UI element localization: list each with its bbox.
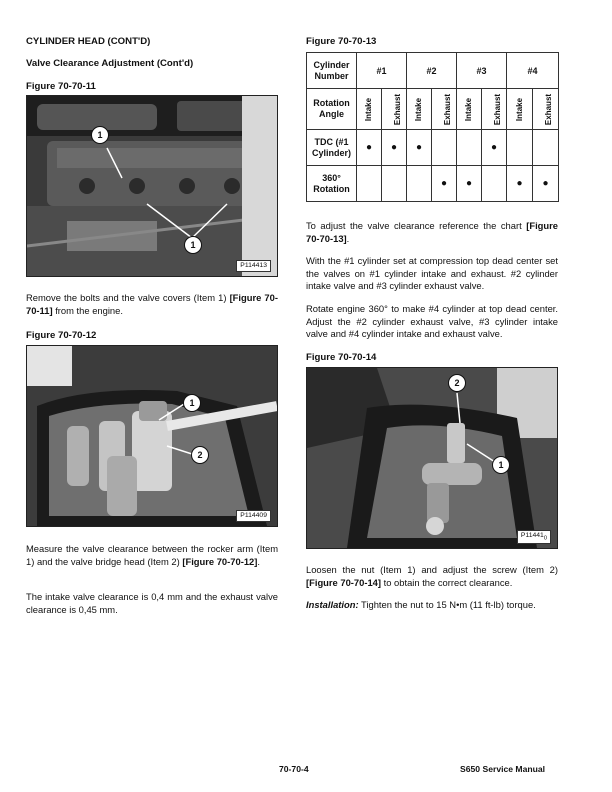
figure-title-12: Figure 70-70-12 (26, 330, 97, 341)
figure-70-70-12-photo (26, 345, 278, 527)
valve-label: Intake (464, 97, 474, 122)
photo-code: P114413 (236, 260, 271, 272)
rocker-photo (307, 368, 557, 548)
figure-title-14: Figure 70-70-14 (306, 352, 377, 363)
paragraph-loosen (306, 564, 558, 589)
section-heading: CYLINDER HEAD (CONT'D) (26, 36, 151, 47)
valve-label: Exhaust (393, 93, 403, 126)
cylinder-3: #3 (457, 53, 507, 89)
cylinder-row (307, 53, 559, 89)
valve-label: Intake (515, 97, 525, 122)
cylinder-4: #4 (507, 53, 559, 89)
mark-cell: ● (533, 166, 559, 202)
mark-cell: ● (457, 166, 482, 202)
mark-cell (382, 166, 407, 202)
rotation-angle-header: Rotation Angle (307, 89, 357, 130)
tdc-label: TDC (#1 Cylinder) (307, 130, 357, 166)
text: Remove the bolts and the valve covers (Item 1) (26, 292, 230, 303)
callout-1b: 1 (184, 236, 202, 254)
cylinder-2: #2 (407, 53, 457, 89)
rotation-row (307, 166, 559, 202)
valve-row (307, 89, 559, 130)
figure-ref: [Figure 70-70-13] (306, 220, 558, 244)
cylinder-1: #1 (357, 53, 407, 89)
code-main: P11441 (520, 531, 544, 539)
figure-70-70-11-photo (26, 95, 278, 277)
callout-2: 2 (191, 446, 209, 464)
mark-cell: ● (482, 130, 507, 166)
valve-clearance-table (306, 52, 559, 202)
mark-cell: ● (357, 130, 382, 166)
rotation-label: 360° Rotation (307, 166, 357, 202)
engine-photo (27, 96, 277, 276)
figure-70-70-14-photo (306, 367, 558, 549)
callout-1a: 1 (91, 126, 109, 144)
valve-cell (432, 89, 457, 130)
mark-cell: ● (507, 166, 533, 202)
text: from the engine. (52, 304, 123, 316)
manual-title: S650 Service Manual (460, 764, 546, 774)
valve-cell (507, 89, 533, 130)
text: to obtain the correct clearance. (381, 576, 513, 588)
valve-photo (27, 346, 277, 526)
figure-ref: [Figure 70-70-11] (26, 292, 278, 316)
tdc-row (307, 130, 559, 166)
mark-cell (533, 130, 559, 166)
text: . (257, 555, 260, 567)
paragraph-adjust (306, 220, 558, 245)
mark-cell: ● (407, 130, 432, 166)
callout-2: 2 (448, 374, 466, 392)
valve-cell (457, 89, 482, 130)
mark-cell (432, 130, 457, 166)
valve-label: Exhaust (443, 93, 453, 126)
page-number: 70-70-4 (279, 764, 309, 774)
valve-label: Intake (364, 97, 374, 122)
text: Measure the valve clearance between the rocker arm (Item 1) and the valve bridge head (Item 2) (26, 543, 278, 567)
figure-title-11: Figure 70-70-11 (26, 81, 96, 92)
mark-cell (357, 166, 382, 202)
valve-cell (357, 89, 382, 130)
valve-cell (382, 89, 407, 130)
paragraph-remove (26, 292, 278, 317)
mark-cell: ● (382, 130, 407, 166)
installation-label: Installation: (306, 599, 359, 610)
paragraph-intake: The intake valve clearance is 0,4 mm and the exhaust valve clearance is 0,45 mm. (26, 591, 278, 615)
figure-ref: [Figure 70-70-14] (306, 576, 382, 588)
code-sub: 0 (543, 535, 547, 541)
paragraph-rotate: Rotate engine 360° to make #4 cylinder at top dead center. Adjust the #2 cylinder exhaust valve, #3 cylinder intake valve and #4 cylinder intake and exhaust valve. (306, 303, 558, 340)
figure-ref: [Figure 70-70-12] (182, 555, 258, 567)
mark-cell (482, 166, 507, 202)
text: . (346, 232, 350, 244)
subheading: Valve Clearance Adjustment (Cont'd) (26, 58, 194, 69)
photo-code: P114409 (236, 510, 271, 522)
mark-cell (407, 166, 432, 202)
mark-cell (457, 130, 482, 166)
valve-label: Exhaust (544, 93, 554, 126)
mark-cell: ● (432, 166, 457, 202)
text: Loosen the nut (Item 1) and adjust the screw (Item 2) (306, 564, 558, 575)
paragraph-with: With the #1 cylinder set at compression top dead center set the valves on #1 cylinder intake and exhaust. #2 cylinder intake valve and #3 cylinder exhaust valve. (306, 255, 558, 292)
callout-1: 1 (492, 456, 510, 474)
valve-cell (482, 89, 507, 130)
paragraph-measure (26, 543, 278, 568)
valve-cell (533, 89, 559, 130)
mark-cell (507, 130, 533, 166)
valve-cell (407, 89, 432, 130)
paragraph-installation (306, 599, 558, 612)
photo-code (517, 530, 551, 544)
callout-1: 1 (183, 394, 201, 412)
text: To adjust the valve clearance reference the chart (306, 220, 527, 231)
text: Tighten the nut to 15 N•m (11 ft-lb) torque. (358, 599, 536, 610)
cylinder-number-header: Cylinder Number (307, 53, 357, 89)
figure-title-13: Figure 70-70-13 (306, 36, 377, 47)
valve-label: Intake (414, 97, 424, 122)
valve-label: Exhaust (493, 93, 503, 126)
